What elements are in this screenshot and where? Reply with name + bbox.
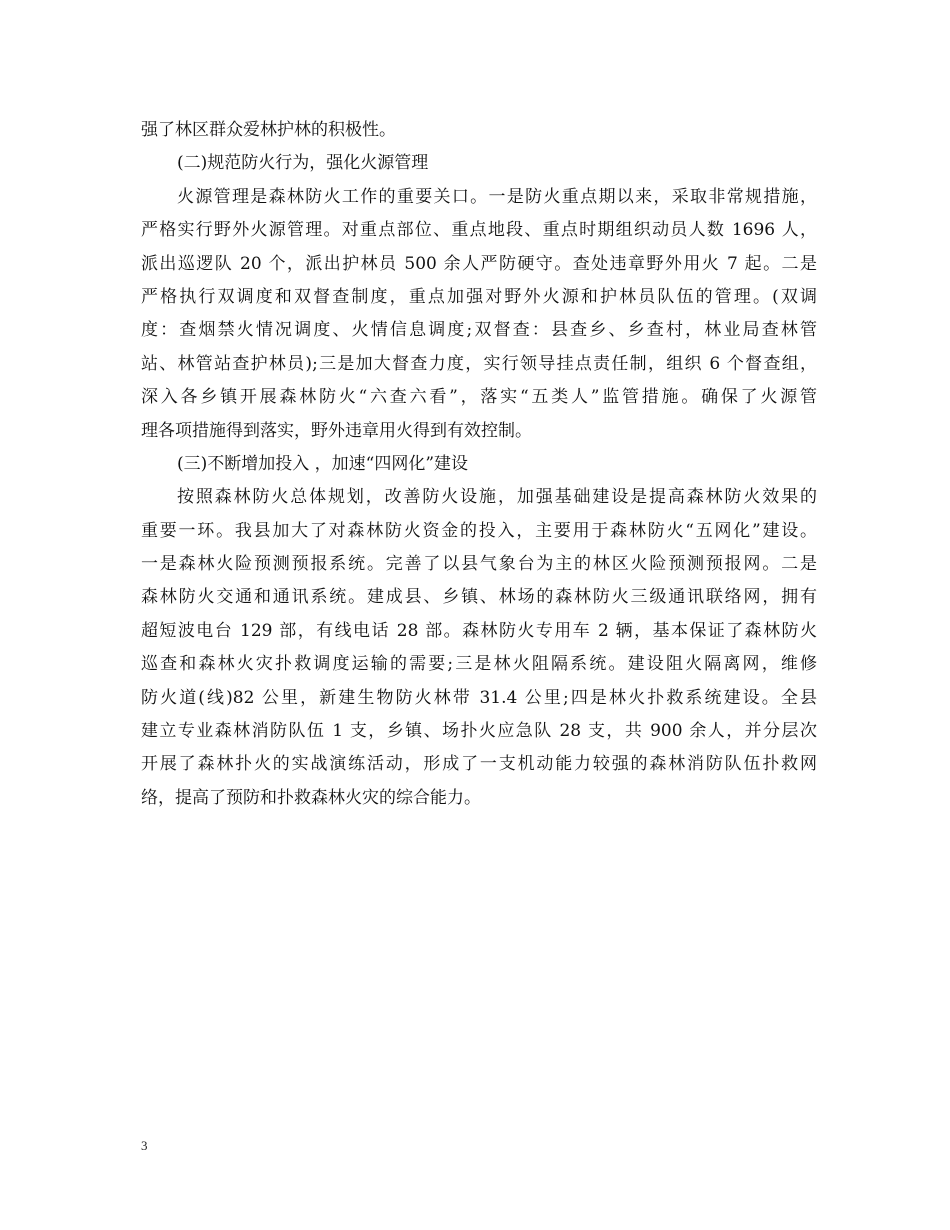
text-line: (二)规范防火行为，强化火源管理	[177, 153, 429, 174]
text-line: 森林防火交通和通讯系统。建成县、乡镇、林场的森林防火三级通讯联络网，拥有	[141, 587, 817, 608]
text-line: 度：查烟禁火情况调度、火情信息调度;双督查：县查乡、乡查村，林业局查林管	[141, 320, 817, 341]
text-line: 建立专业森林消防队伍 1 支，乡镇、场扑火应急队 28 支，共 900 余人，并分层次	[141, 721, 817, 742]
text-line: 严格执行双调度和双督查制度，重点加强对野外火源和护林员队伍的管理。(双调	[141, 286, 817, 307]
page-number: 3	[141, 1138, 148, 1153]
text-line: 超短波电台 129 部，有线电话 28 部。森林防火专用车 2 辆，基本保证了森林防火	[141, 620, 817, 641]
text-line: 按照森林防火总体规划，改善防火设施，加强基础建设是提高森林防火效果的	[177, 487, 817, 508]
text-line: 防火道(线)82 公里，新建生物防火林带 31.4 公里;四是林火扑救系统建设。全县	[141, 687, 817, 708]
text-line: 一是森林火险预测预报系统。完善了以县气象台为主的林区火险预测预报网。二是	[141, 554, 817, 575]
text-line: 强了林区群众爱林护林的积极性。	[141, 120, 396, 140]
text-line: 火源管理是森林防火工作的重要关口。一是防火重点期以来，采取非常规措施，	[177, 186, 817, 207]
text-line: 理各项措施得到落实，野外违章用火得到有效控制。	[141, 420, 532, 441]
text-line: 重要一环。我县加大了对森林防火资金的投入，主要用于森林防火“五网化”建设。	[141, 520, 817, 541]
text-line: 开展了森林扑火的实战演练活动，形成了一支机动能力较强的森林消防队伍扑救网	[141, 754, 817, 775]
text-line: 巡查和森林火灾扑救调度运输的需要;三是林火阻隔系统。建设阻火隔离网，维修	[141, 654, 817, 675]
text-line: (三)不断增加投入 ，加速“四网化”建设	[177, 453, 469, 474]
text-line: 深入各乡镇开展森林防火“六查六看”，落实“五类人”监管措施。确保了火源管	[141, 387, 817, 408]
text-line: 络，提高了预防和扑救森林火灾的综合能力。	[141, 787, 481, 808]
text-line: 严格实行野外火源管理。对重点部位、重点地段、重点时期组织动员人数 1696 人，	[141, 220, 817, 241]
text-line: 派出巡逻队 20 个，派出护林员 500 余人严防硬守。查处违章野外用火 7 起。二是	[141, 253, 817, 274]
document-body	[141, 114, 817, 815]
text-line: 站、林管站查护林员);三是加大督查力度，实行领导挂点责任制，组织 6 个督查组，	[141, 353, 817, 374]
